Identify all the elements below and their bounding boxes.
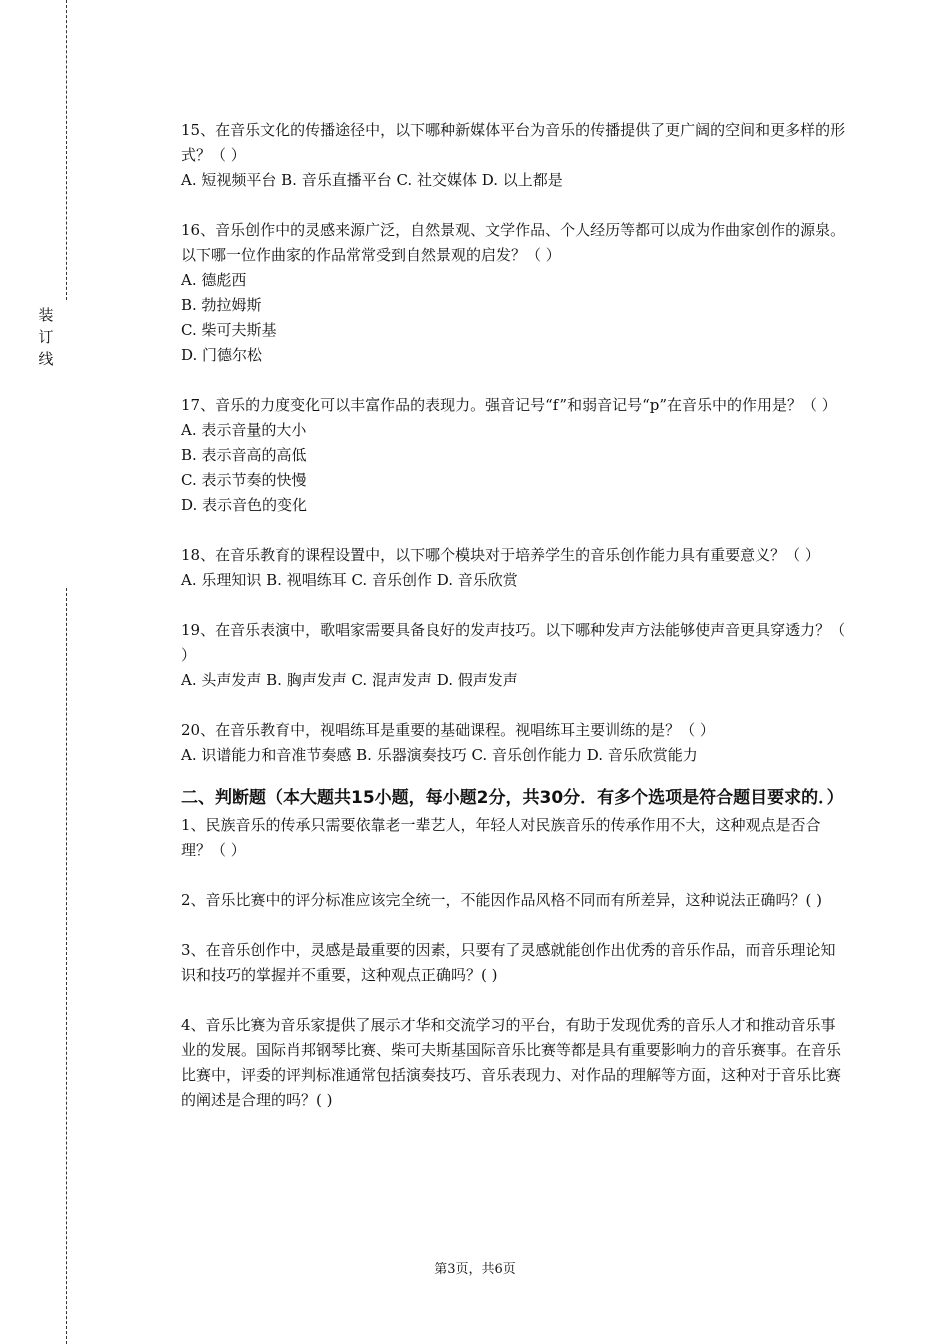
question-15	[181, 118, 846, 193]
question-options: A. 头声发声 B. 胸声发声 C. 混声发声 D. 假声发声	[181, 671, 518, 689]
option-b: B. 勃拉姆斯	[181, 296, 262, 314]
binding-dashed-line-top	[66, 0, 67, 300]
question-options: A. 短视频平台 B. 音乐直播平台 C. 社交媒体 D. 以上都是	[181, 171, 563, 189]
binding-label-char: 装	[38, 306, 54, 324]
option-c: C. 表示节奏的快慢	[181, 471, 307, 489]
option-d: D. 表示音色的变化	[181, 496, 308, 514]
question-text: 16、音乐创作中的灵感来源广泛，自然景观、文学作品、个人经历等都可以成为作曲家创作的源泉。以下哪一位作曲家的作品常常受到自然景观的启发？（ ）	[181, 221, 846, 264]
question-text: 18、在音乐教育的课程设置中，以下哪个模块对于培养学生的音乐创作能力具有重要意义？（ ）	[181, 546, 820, 564]
binding-label-char: 订	[38, 328, 54, 346]
judgment-item-4	[181, 1013, 846, 1113]
question-text: 20、在音乐教育中，视唱练耳是重要的基础课程。视唱练耳主要训练的是？（ ）	[181, 721, 715, 739]
question-20	[181, 718, 846, 768]
question-text: 19、在音乐表演中，歌唱家需要具备良好的发声技巧。以下哪种发声方法能够使声音更具穿透力？（ ）	[181, 621, 846, 664]
section-title-judgment: 二、判断题（本大题共15小题，每小题2分，共30分．有多个选项是符合题目要求的．）	[181, 788, 844, 808]
option-d: D. 门德尔松	[181, 346, 263, 364]
question-text: 15、在音乐文化的传播途径中，以下哪种新媒体平台为音乐的传播提供了更广阔的空间和更多样的形式？（ ）	[181, 121, 846, 164]
question-18	[181, 543, 846, 593]
question-options: A. 乐理知识 B. 视唱练耳 C. 音乐创作 D. 音乐欣赏	[181, 571, 518, 589]
question-text: 17、音乐的力度变化可以丰富作品的表现力。强音记号“f”和弱音记号“p”在音乐中的作用是？（ ）	[181, 396, 837, 414]
judgment-text: 4、音乐比赛为音乐家提供了展示才华和交流学习的平台，有助于发现优秀的音乐人才和推动音乐事业的发展。国际肖邦钢琴比赛、柴可夫斯基国际音乐比赛等都是具有重要影响力的音乐赛事。在音乐比赛中，评委的评判标准通常包括演奏技巧、音乐表现力、对作品的理解等方面，这种对于音乐比赛的阐述是合理的吗？( )	[181, 1016, 842, 1109]
binding-line-label	[36, 304, 56, 370]
judgment-item-3	[181, 938, 846, 988]
judgment-item-2	[181, 888, 846, 913]
question-options	[181, 268, 846, 368]
question-options: A. 识谱能力和音准节奏感 B. 乐器演奏技巧 C. 音乐创作能力 D. 音乐欣赏能力	[181, 746, 698, 764]
judgment-item-1	[181, 813, 846, 863]
option-b: B. 表示音高的高低	[181, 446, 307, 464]
option-a: A. 德彪西	[181, 271, 247, 289]
judgment-text: 3、在音乐创作中，灵感是最重要的因素，只要有了灵感就能创作出优秀的音乐作品，而音乐理论知识和技巧的掌握并不重要，这种观点正确吗？( )	[181, 941, 836, 984]
option-a: A. 表示音量的大小	[181, 421, 307, 439]
question-17	[181, 393, 846, 518]
judgment-text: 2、音乐比赛中的评分标准应该完全统一，不能因作品风格不同而有所差异，这种说法正确吗？( )	[181, 891, 823, 909]
binding-label-char: 线	[38, 350, 54, 368]
judgment-text: 1、民族音乐的传承只需要依靠老一辈艺人，年轻人对民族音乐的传承作用不大，这种观点是否合理？（ ）	[181, 816, 821, 859]
binding-dashed-line-bottom	[66, 588, 67, 1344]
exam-content	[181, 118, 846, 1138]
question-16	[181, 218, 846, 368]
page-footer: 第3页，共6页	[434, 1262, 516, 1277]
option-c: C. 柴可夫斯基	[181, 321, 277, 339]
question-19	[181, 618, 846, 693]
question-options	[181, 418, 846, 518]
